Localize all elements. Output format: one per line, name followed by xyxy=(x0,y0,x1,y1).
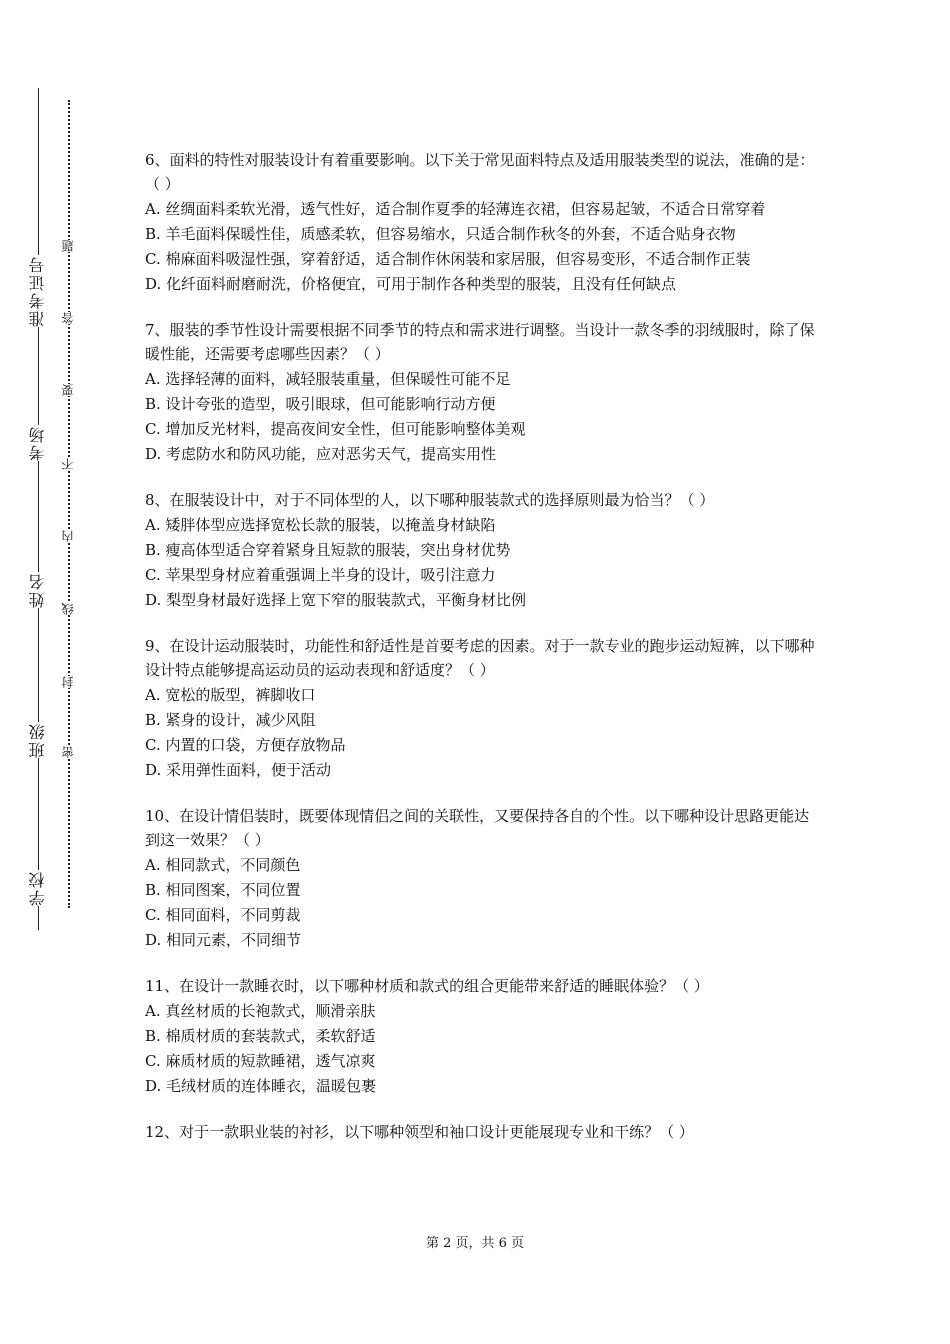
option-c: C. 棉麻面料吸湿性强，穿着舒适，适合制作休闲装和家居服，但容易变形，不适合制作正装 xyxy=(145,250,751,268)
option-d: D. 相同元素，不同细节 xyxy=(145,931,302,949)
option-b: B. 紧身的设计，减少风阻 xyxy=(145,711,316,729)
option-c: C. 增加反光材料，提高夜间安全性，但可能影响整体美观 xyxy=(145,420,526,438)
seal-char: 不 xyxy=(58,458,78,470)
question-6 xyxy=(145,148,815,296)
question-12 xyxy=(145,1120,815,1144)
option-d: D. 考虑防水和防风功能，应对恶劣天气，提高实用性 xyxy=(145,445,497,463)
page-number: 第 2 页，共 6 页 xyxy=(425,1236,525,1251)
option-d: D. 化纤面料耐磨耐洗，价格便宜，可用于制作各种类型的服装，且没有任何缺点 xyxy=(145,275,677,293)
field-label-class: 班级 xyxy=(26,722,50,758)
question-list xyxy=(145,148,815,1166)
question-10 xyxy=(145,804,815,952)
seal-char: 密 xyxy=(58,746,78,758)
seal-char: 内 xyxy=(58,530,78,542)
question-8 xyxy=(145,488,815,612)
option-a: A. 矮胖体型应选择宽松长款的服装，以掩盖身材缺陷 xyxy=(145,516,496,534)
option-c: C. 内置的口袋，方便存放物品 xyxy=(145,736,346,754)
option-c: C. 苹果型身材应着重强调上半身的设计，吸引注意力 xyxy=(145,566,496,584)
seal-char: 答 xyxy=(58,312,78,324)
question-stem: 7、服装的季节性设计需要根据不同季节的特点和需求进行调整。当设计一款冬季的羽绒服时，除了保暖性能，还需要考虑哪些因素？（ ） xyxy=(145,321,815,363)
question-7 xyxy=(145,318,815,466)
option-a: A. 相同款式，不同颜色 xyxy=(145,856,301,874)
question-9 xyxy=(145,634,815,782)
option-b: B. 设计夸张的造型，吸引眼球，但可能影响行动方便 xyxy=(145,395,496,413)
option-d: D. 采用弹性面料，便于活动 xyxy=(145,761,332,779)
field-label-school: 学校 xyxy=(26,870,50,906)
field-label-exam-number: 准考证号 xyxy=(26,255,50,327)
field-label-exam-room: 考场 xyxy=(26,425,50,461)
seal-char: 线 xyxy=(58,603,78,615)
question-11 xyxy=(145,974,815,1098)
option-a: A. 宽松的版型，裤脚收口 xyxy=(145,686,316,704)
seal-char: 要 xyxy=(58,384,78,396)
option-a: A. 真丝材质的长袍款式，顺滑亲肤 xyxy=(145,1002,376,1020)
option-b: B. 相同图案，不同位置 xyxy=(145,881,301,899)
option-c: C. 相同面料，不同剪裁 xyxy=(145,906,301,924)
question-stem: 9、在设计运动服装时，功能性和舒适性是首要考虑的因素。对于一款专业的跑步运动短裤，以下哪种设计特点能够提高运动员的运动表现和舒适度？（ ） xyxy=(145,637,815,679)
question-stem: 8、在服装设计中，对于不同体型的人，以下哪种服装款式的选择原则最为恰当？（ ） xyxy=(145,491,715,509)
question-stem: 10、在设计情侣装时，既要体现情侣之间的关联性，又要保持各自的个性。以下哪种设计思路更能达到这一效果？（ ） xyxy=(145,807,810,849)
option-b: B. 棉质材质的套装款式，柔软舒适 xyxy=(145,1027,376,1045)
option-b: B. 瘦高体型适合穿着紧身且短款的服装，突出身材优势 xyxy=(145,541,511,559)
field-label-name: 姓名 xyxy=(26,572,50,608)
option-d: D. 毛绒材质的连体睡衣，温暖包裹 xyxy=(145,1077,377,1095)
option-a: A. 选择轻薄的面料，减轻服装重量，但保暖性可能不足 xyxy=(145,370,511,388)
question-stem: 6、面料的特性对服装设计有着重要影响。以下关于常见面料特点及适用服装类型的说法，准确的是：（ ） xyxy=(145,151,815,193)
question-stem: 11、在设计一款睡衣时，以下哪种材质和款式的组合更能带来舒适的睡眠体验？（ ） xyxy=(145,977,709,995)
seal-dotted-line xyxy=(68,100,70,908)
seal-char: 题 xyxy=(58,240,78,252)
binding-line xyxy=(38,88,39,930)
option-a: A. 丝绸面料柔软光滑，透气性好，适合制作夏季的轻薄连衣裙，但容易起皱，不适合日常穿着 xyxy=(145,200,766,218)
seal-char: 封 xyxy=(58,676,78,688)
binding-margin xyxy=(0,0,110,1344)
option-b: B. 羊毛面料保暖性佳，质感柔软，但容易缩水，只适合制作秋冬的外套，不适合贴身衣物 xyxy=(145,225,736,243)
option-d: D. 梨型身材最好选择上宽下窄的服装款式，平衡身材比例 xyxy=(145,591,527,609)
question-stem: 12、对于一款职业装的衬衫，以下哪种领型和袖口设计更能展现专业和干练？（ ） xyxy=(145,1123,694,1141)
option-c: C. 麻质材质的短款睡裙，透气凉爽 xyxy=(145,1052,376,1070)
